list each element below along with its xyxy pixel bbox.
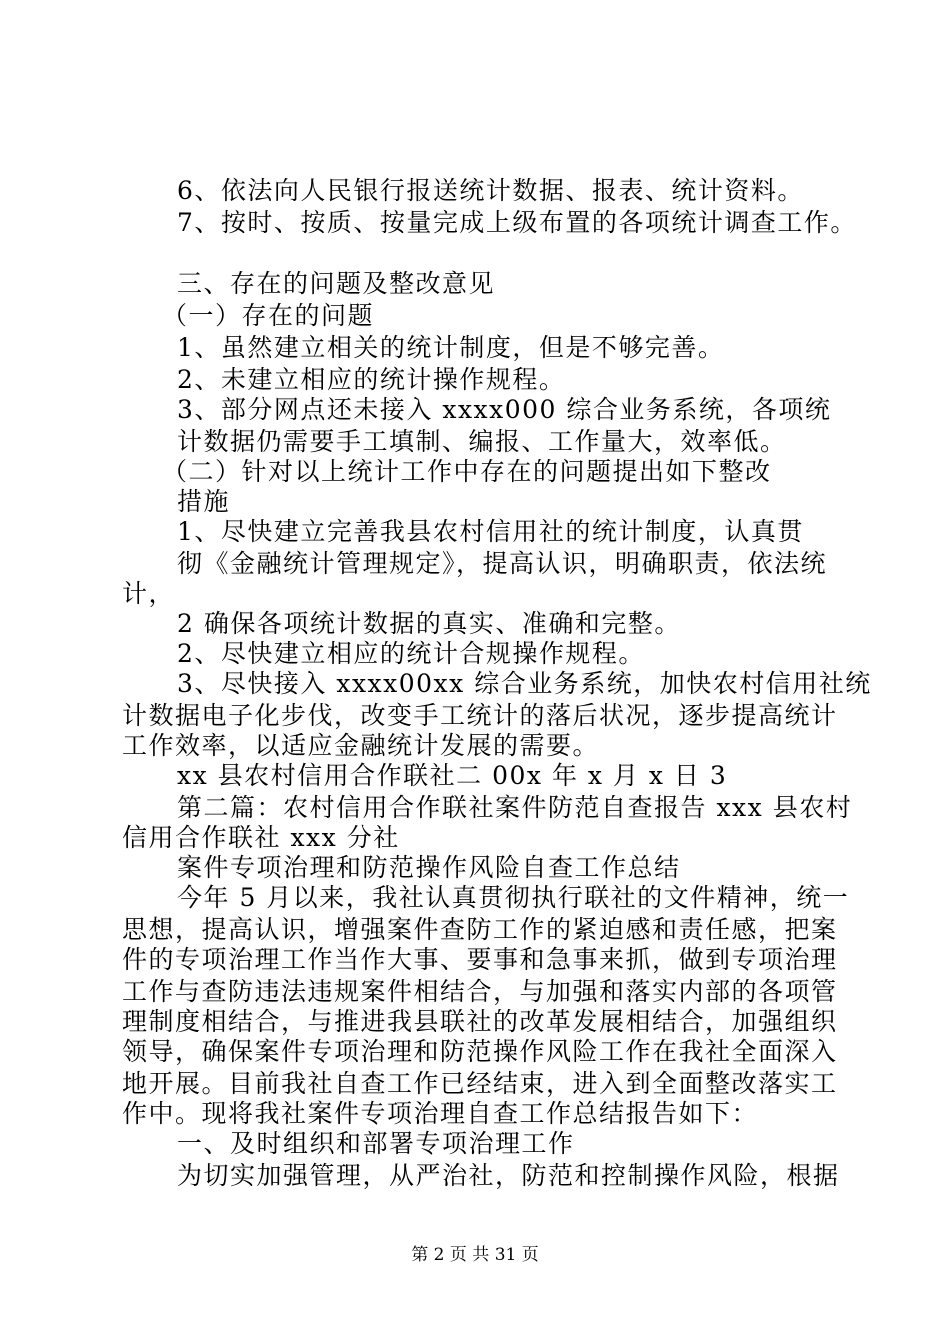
text-line: 1、尽快建立完善我县农村信用社的统计制度，认真贯 [177, 517, 804, 546]
section-heading: 三、存在的问题及整改意见 [177, 269, 496, 298]
text-line: 3、尽快接入 xxxx00xx 综合业务系统，加快农村信用社统 [177, 669, 872, 698]
page-number-footer: 第 2 页 共 31 页 [411, 1245, 539, 1265]
text-line: 2、未建立相应的统计操作规程。 [177, 365, 566, 394]
text-line: 地开展。目前我社自查工作已经结束，进入到全面整改落实工 [122, 1069, 838, 1098]
text-line: 信用合作联社 xxx 分社 [122, 823, 400, 852]
report-title: 案件专项治理和防范操作风险自查工作总结 [177, 853, 681, 882]
text-line: 思想，提高认识，增强案件查防工作的紧迫感和责任感，把案 [122, 915, 838, 944]
text-line: 计， [122, 579, 176, 608]
text-line: 2、尽快建立相应的统计合规操作规程。 [177, 639, 645, 668]
text-line: 领导，确保案件专项治理和防范操作风险工作在我社全面深入 [122, 1037, 838, 1066]
chapter-heading: 第二篇：农村信用合作联社案件防范自查报告 xxx 县农村 [177, 793, 853, 822]
text-line: 工作与查防违法违规案件相结合，与加强和落实内部的各项管 [122, 977, 838, 1006]
text-line: 件的专项治理工作当作大事、要事和急事来抓，做到专项治理 [122, 945, 838, 974]
text-line: 计数据仍需要手工填制、编报、工作量大，效率低。 [177, 427, 787, 456]
text-line: 2 确保各项统计数据的真实、准确和完整。 [177, 609, 681, 638]
text-line: 1、虽然建立相关的统计制度，但是不够完善。 [177, 333, 725, 362]
subsection-heading: （一）存在的问题 [162, 301, 375, 330]
section-heading: 一、及时组织和部署专项治理工作 [177, 1129, 575, 1158]
text-line: 计数据电子化步伐，改变手工统计的落后状况，逐步提高统计 [122, 701, 838, 730]
text-line: 7、按时、按质、按量完成上级布置的各项统计调查工作。 [177, 208, 857, 237]
text-line: 为切实加强管理，从严治社，防范和控制操作风险，根据 [177, 1161, 840, 1190]
text-line: 彻《金融统计管理规定》，提高认识，明确职责，依法统 [177, 549, 828, 578]
text-line: 措施 [177, 487, 231, 516]
text-line: 今年 5 月以来，我社认真贯彻执行联社的文件精神，统一 [177, 883, 850, 912]
text-line: 理制度相结合，与推进我县联社的改革发展相结合，加强组织 [122, 1007, 838, 1036]
text-line: 3、部分网点还未接入 xxxx000 综合业务系统，各项统 [177, 395, 832, 424]
text-line: 作中。现将我社案件专项治理自查工作总结报告如下： [122, 1099, 759, 1128]
text-line: 工作效率，以适应金融统计发展的需要。 [122, 731, 600, 760]
signature-line: xx 县农村信用合作联社二 00x 年 x 月 x 日 3 [177, 761, 728, 790]
subsection-heading: （二）针对以上统计工作中存在的问题提出如下整改 [162, 457, 772, 486]
text-line: 6、依法向人民银行报送统计数据、报表、统计资料。 [177, 176, 804, 205]
